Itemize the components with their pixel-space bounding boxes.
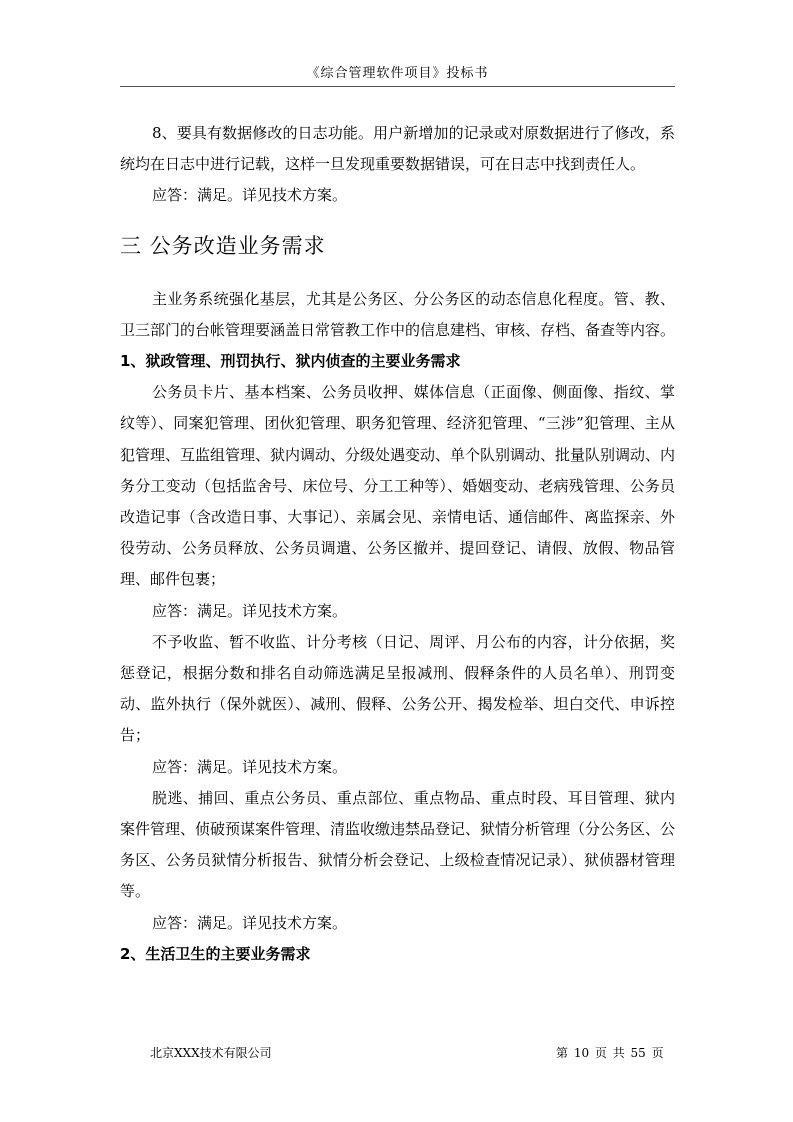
header-divider: [120, 86, 675, 87]
subsection-1-heading: 1、狱政管理、刑罚执行、狱内侦查的主要业务需求: [120, 352, 461, 371]
answer-line: 应答：满足。详见技术方案。: [152, 757, 348, 776]
subsection-1-paragraph-2: 不予收监、暂不收监、计分考核（日记、周评、月公布的内容，计分依据，奖惩登记，根据分数和排名自动筛选满足呈报减刑、假释条件的人员名单）、刑罚变动、监外执行（保外就医）、减刑、假释、公务公开、揭发检举、坦白交代、申诉控告；: [120, 632, 675, 745]
answer-line: 应答：满足。详见技术方案。: [152, 601, 348, 620]
section-3-intro: 主业务系统强化基层，尤其是公务区、分公务区的动态信息化程度。管、教、卫三部门的台帐管理要涵盖日常管教工作中的信息建档、审核、存档、备查等内容。: [120, 289, 676, 339]
footer-company: 北京XXX技术有限公司: [150, 1046, 272, 1060]
subsection-1-paragraph-3: 脱逃、捕回、重点公务员、重点部位、重点物品、重点时段、耳目管理、狱内案件管理、侦破预谋案件管理、清监收缴违禁品登记、狱情分析管理（分公务区、公务区、公务员狱情分析报告、狱情分析会登记、上级检查情况记录）、狱侦器材管理等。: [120, 788, 676, 901]
document-body: [120, 118, 675, 970]
answer-line: 应答：满足。详见技术方案。: [152, 913, 348, 932]
section-3-heading: 三 公务改造业务需求: [120, 233, 326, 258]
item-8-paragraph: 8、要具有数据修改的日志功能。用户新增加的记录或对原数据进行了修改，系统均在日志中进行记载，这样一旦发现重要数据错误，可在日志中找到责任人。: [120, 124, 675, 174]
answer-line: 应答：满足。详见技术方案。: [152, 186, 348, 205]
subsection-2-heading: 2、生活卫生的主要业务需求: [120, 944, 311, 963]
footer-page-number: 第 10 页 共 55 页: [556, 1046, 664, 1060]
subsection-1-paragraph-1: 公务员卡片、基本档案、公务员收押、媒体信息（正面像、侧面像、指纹、掌纹等）、同案犯管理、团伙犯管理、职务犯管理、经济犯管理、“三涉”犯管理、主从犯管理、互监组管理、狱内调动、分级处遇变动、单个队别调动、批量队别调动、内务分工变动（包括监舍号、床位号、分工工种等）、婚姻变动、老病残管理、公务员改造记事（含改造日事、大事记）、亲属会见、亲情电话、通信邮件、离监探亲、外役劳动、公务员释放、公务员调遣、公务区撤并、提回登记、请假、放假、物品管理、邮件包裹；: [120, 383, 676, 589]
page-header: 《综合管理软件项目》投标书: [306, 66, 489, 81]
